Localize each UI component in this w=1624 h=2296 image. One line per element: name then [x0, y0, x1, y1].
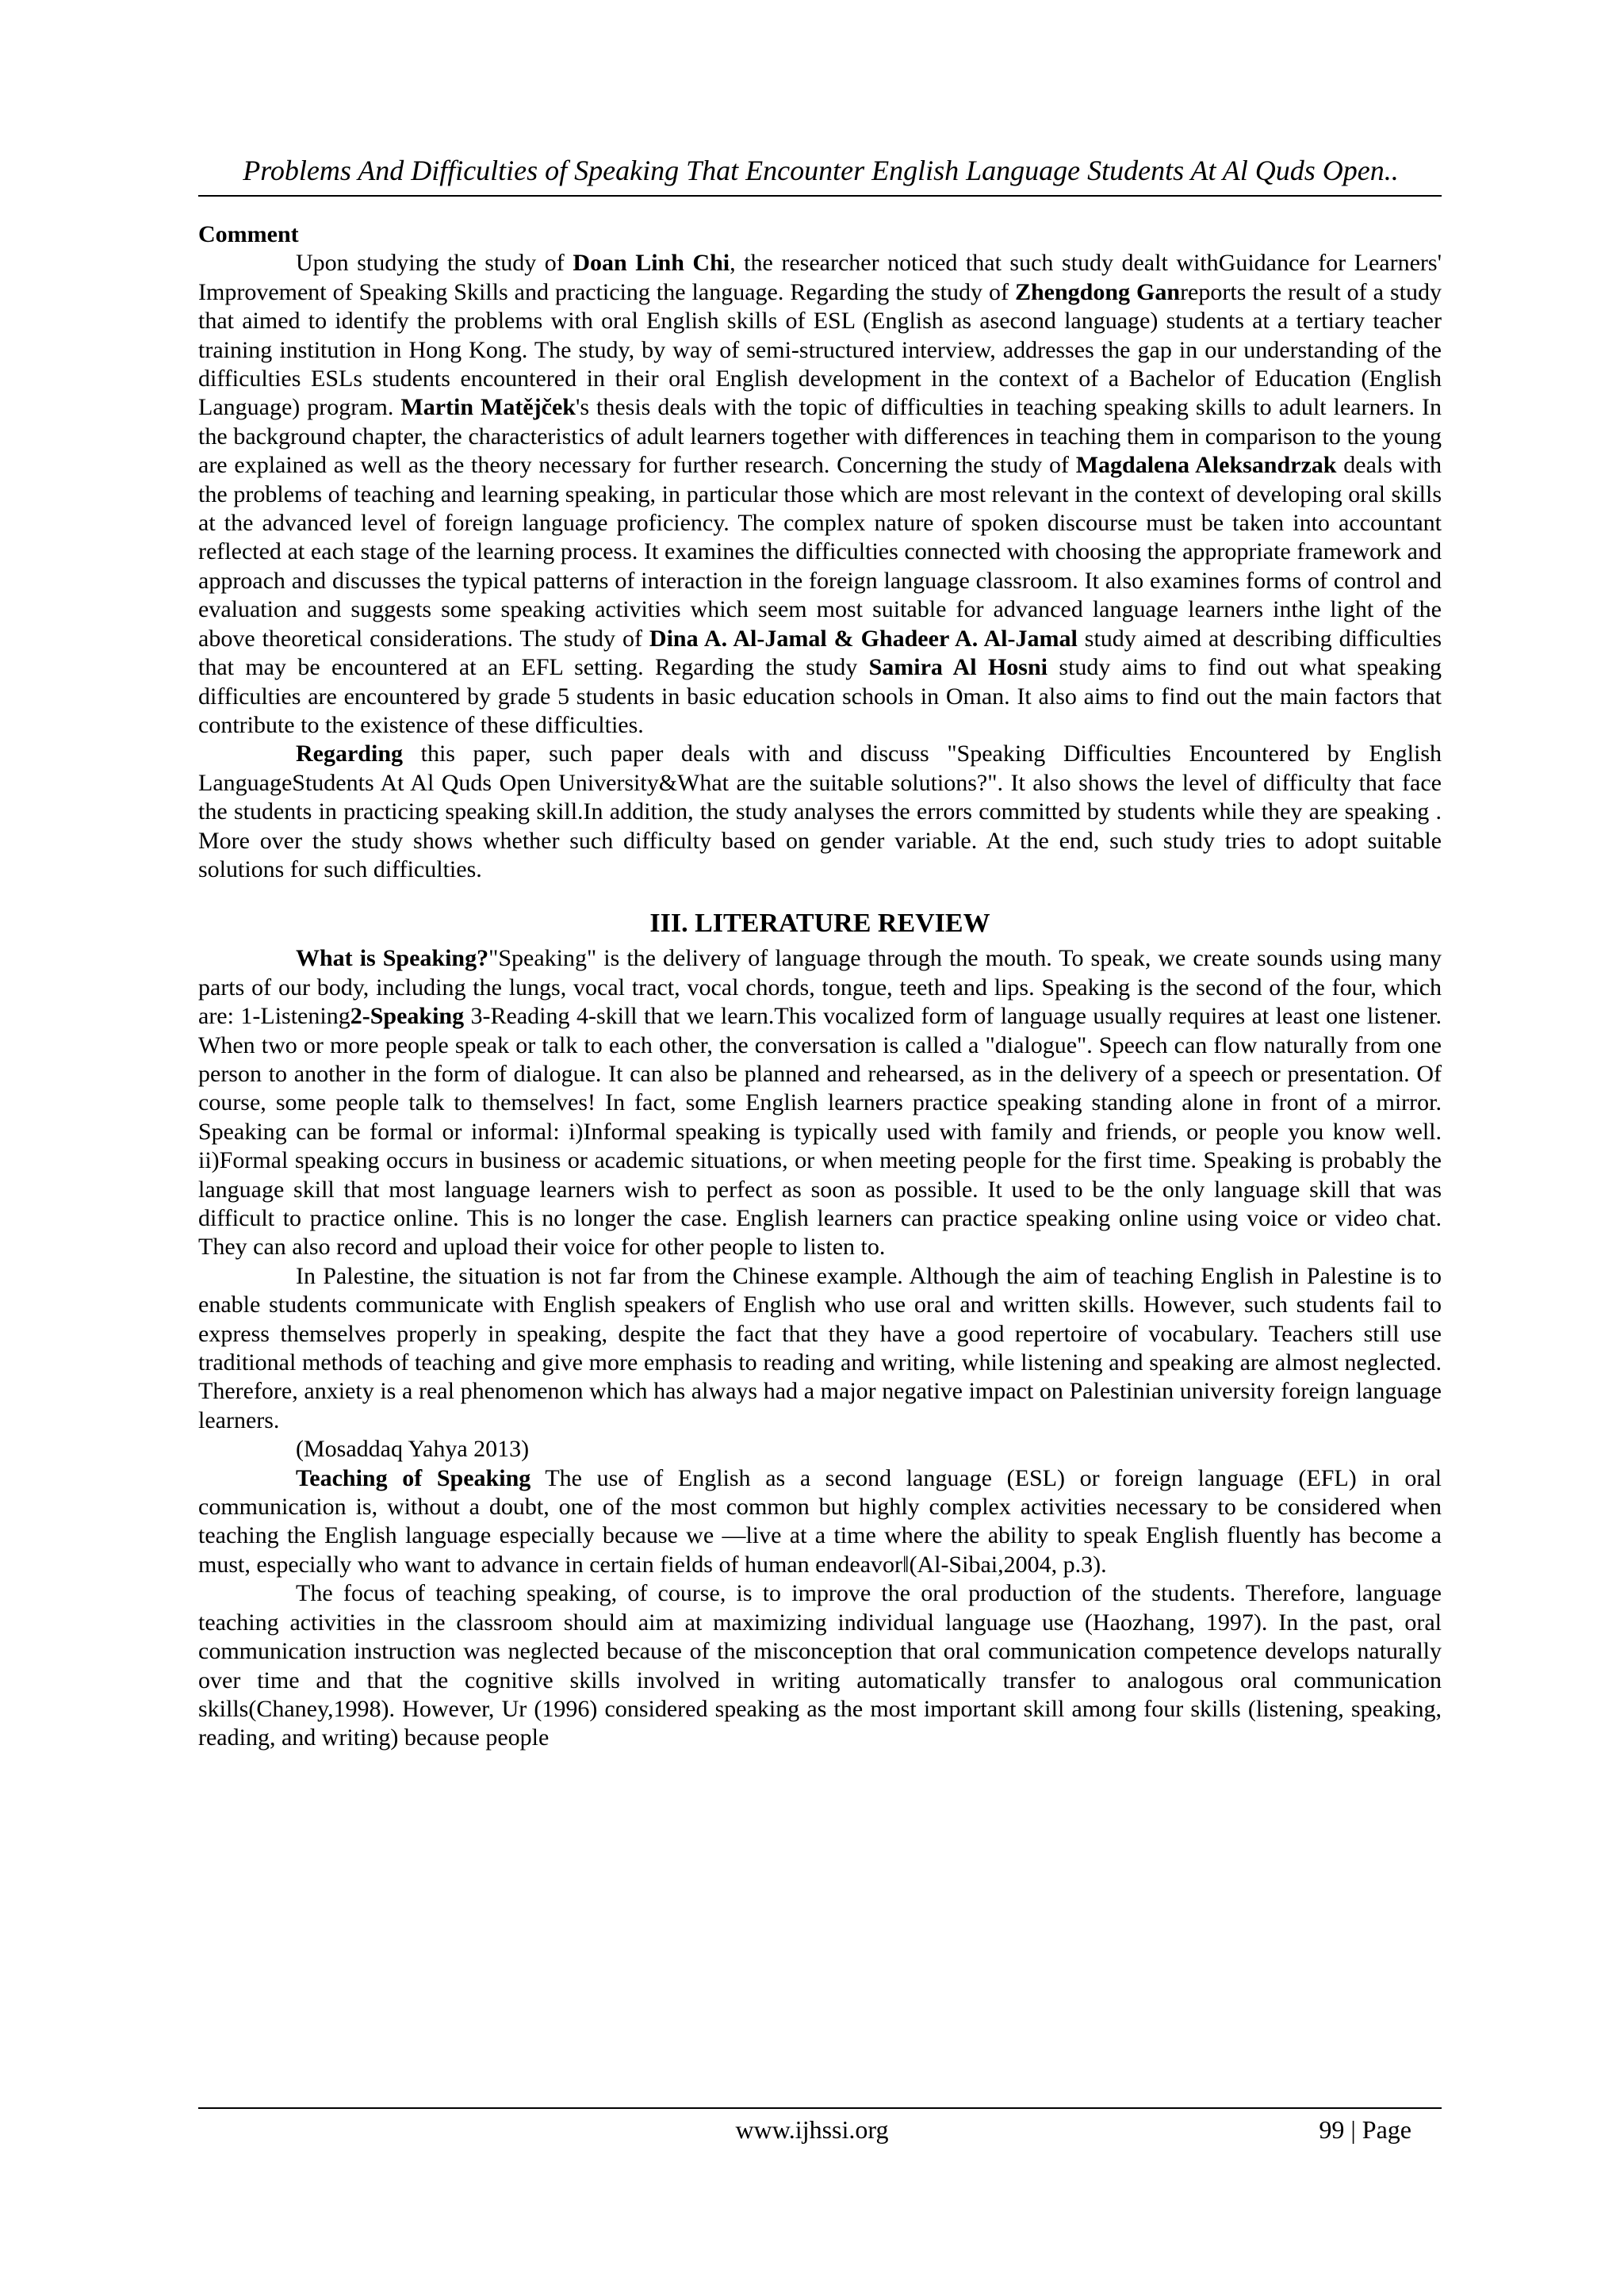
- author-name: Zhengdong Gan: [1014, 278, 1181, 305]
- literature-paragraph-2: In Palestine, the situation is not far from the Chinese example. Although the aim of teaching English in Palestine is to enable students communicate with English speakers of English who use oral and written skills. However, such students fail to express themselves properly in speaking, despite the fact that they have a good repertoire of vocabulary. Teachers still use traditional methods of teaching and give more emphasis to reading and writing, while listening and speaking are almost neglected. Therefore, anxiety is a real phenomenon which has always had a major negative impact on Palestinian university foreign language learners.: [198, 1262, 1442, 1433]
- literature-paragraph-1: [198, 944, 1442, 1261]
- footer-divider: [198, 2107, 1442, 2109]
- literature-paragraph-teaching: [198, 1464, 1442, 1580]
- subheading: What is Speaking?: [296, 945, 489, 972]
- text-run: study aimed at describing difficulties that may be encountered at an EFL setting. Regarding the study: [198, 625, 1442, 681]
- text-run: 3-Reading 4-skill that we learn.This vocalized form of language usually requires at least one listener. When two or more people speak or talk to each other, the conversation is called a "dialogue". Speech can flow naturally from one person to another in the form of dialogue. It can also be planned and rehearsed, as in the delivery of a speech or presentation. Of course, some people talk to themselves! In fact, some English learners practice speaking standing alone in front of a mirror. Speaking can be formal or informal: i)Informal speaking is typically used with family and friends, or people you know well. ii)Formal speaking occurs in business or academic situations, or when meeting people for the first time. Speaking is probably the language skill that most language learners wish to perfect as soon as possible. It used to be the only language skill that was difficult to practice online. This is no longer the case. English learners can practice speaking online using voice or video chat. They can also record and upload their voice for other people to listen to.: [198, 1003, 1442, 1261]
- text-run: 's thesis deals with the topic of difficulties in teaching speaking skills to adult learners. In the background chapter, the characteristics of adult learners together with differences in teaching them in comparison to the young are explained as well as the theory necessary for further research. Concerning the study of: [198, 394, 1442, 479]
- literature-paragraph-focus: The focus of teaching speaking, of course, is to improve the oral production of the students. Therefore, language teaching activities in the classroom should aim at maximizing individual language use (Haozhang, 1997). In the past, oral communication instruction was neglected because of the misconception that oral communication competence develops naturally over time and that the cognitive skills involved in writing automatically transfer to analogous oral communication skills(Chaney,1998). However, Ur (1996) considered speaking as the most important skill among four skills (listening, speaking, reading, and writing) because people: [198, 1580, 1442, 1751]
- author-name: Samira Al Hosni: [868, 654, 1048, 681]
- journal-url: www.ijhssi.org: [735, 2115, 889, 2144]
- comment-paragraph-1: [198, 249, 1442, 740]
- comment-heading: Comment: [198, 221, 299, 247]
- text-run: deals with the problems of teaching and learning speaking, in particular those which are most relevant in the context of developing oral skills at the advanced level of foreign language proficiency. The complex nature of spoken discourse must be taken into accountant reflected at each stage of the learning process. It examines the difficulties connected with choosing the appropriate framework and approach and discusses the typical patterns of interaction in the foreign language classroom. It also examines forms of control and evaluation and suggests some speaking activities which seem most suitable for advanced language learners inthe light of the above theoretical considerations. The study of: [198, 452, 1442, 652]
- subheading: Teaching of Speaking: [296, 1464, 531, 1491]
- text-run: reports the result of a study that aimed to identify the problems with oral English skills of ESL (English as asecond language) students at a tertiary teacher training institution in Hong Kong. The study, by way of semi-structured interview, addresses the gap in our understanding of the difficulties ESLs students encountered in their oral English development in the context of a Bachelor of Education (English Language) program.: [198, 278, 1442, 421]
- text-run: this paper, such paper deals with and discuss "Speaking Difficulties Encountered by English LanguageStudents At Al Quds Open University&What are the suitable solutions?". It also shows the level of difficulty that face the students in practicing speaking skill.In addition, the study analyses the errors committed by students while they are speaking . More over the study shows whether such difficulty based on gender variable. At the end, such study tries to adopt suitable solutions for such difficulties.: [198, 740, 1442, 882]
- citation-line: (Mosaddaq Yahya 2013): [296, 1436, 530, 1463]
- bold-term: 2-Speaking: [350, 1003, 465, 1030]
- author-name: Magdalena Aleksandrzak: [1075, 452, 1337, 479]
- text-run: , the researcher noticed that such study dealt withGuidance for Learners' Improvement of Speaking Skills and practicing the language. Regarding the study of: [198, 250, 1442, 305]
- text-run: The use of English as a second language (ESL) or foreign language (EFL) in oral communication is, without a doubt, one of the most common but highly complex activities necessary to be considered when teaching the English language especially because we ―live at a time where the ability to speak English fluently has become a must, especially who want to advance in certain fields of human endeavor‖(Al-Sibai,2004, p.3).: [198, 1464, 1442, 1578]
- author-name: Dina A. Al-Jamal & Ghadeer A. Al-Jamal: [649, 625, 1078, 652]
- text-run: study aims to find out what speaking difficulties are encountered by grade 5 students in basic education schools in Oman. It also aims to find out the main factors that contribute to the existence of these difficulties.: [198, 654, 1442, 738]
- running-header: Problems And Difficulties of Speaking That Encounter English Language Students At Al Quds Open..: [243, 155, 1399, 186]
- header-divider: [198, 195, 1442, 197]
- section-heading-literature-review: III. LITERATURE REVIEW: [649, 909, 990, 939]
- comment-paragraph-2: [198, 740, 1442, 884]
- text-run: Upon studying the study of: [296, 250, 573, 277]
- article-body: [198, 220, 1442, 1753]
- author-name: Doan Linh Chi: [573, 250, 730, 277]
- lead-word: Regarding: [296, 740, 403, 767]
- text-run: "Speaking" is the delivery of language through the mouth. To speak, we create sounds using many parts of our body, including the lungs, vocal tract, vocal chords, tongue, teeth and lips. Speaking is the second of the four, which are: 1-Listening: [198, 945, 1442, 1030]
- author-name: Martin Matějček: [400, 394, 576, 421]
- page-number: 99 | Page: [1319, 2115, 1411, 2144]
